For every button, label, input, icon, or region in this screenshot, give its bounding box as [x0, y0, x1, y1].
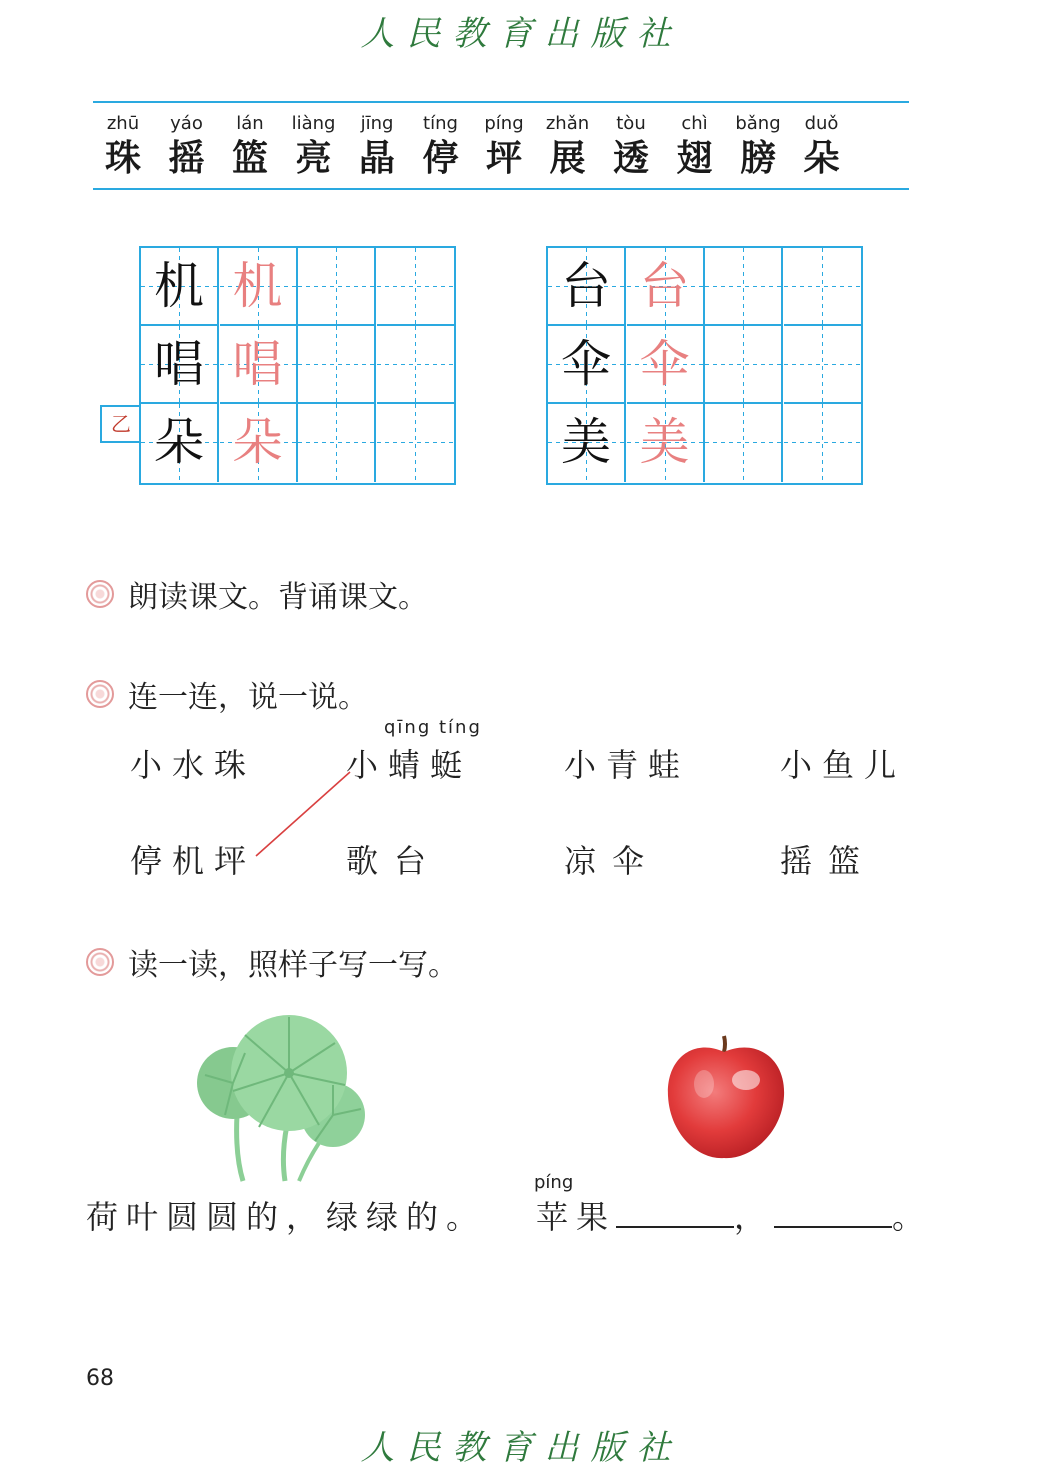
grid-char-trace: 唱	[220, 326, 298, 404]
grid-char-model: 朵	[141, 404, 219, 482]
grid-char-trace: 机	[220, 248, 298, 326]
match-word-top-3[interactable]: 小青蛙	[564, 746, 691, 784]
section-read-write	[86, 940, 458, 984]
match-word-bottom-2[interactable]: 歌台	[346, 842, 443, 880]
vocab-pinyin: yáo	[170, 113, 203, 134]
vocab-pinyin: tíng	[423, 113, 458, 134]
task-comma: ，	[734, 1198, 775, 1236]
vocab-pinyin: chì	[681, 113, 708, 134]
grid-char-trace: 朵	[220, 404, 298, 482]
section-title: 读一读，照样子写一写。	[128, 948, 458, 983]
word-pinyin-qingting: qīng tíng	[384, 717, 482, 738]
vocab-char: 摇	[168, 137, 205, 179]
publisher-watermark-bottom: 人民教育出版社	[360, 1428, 683, 1468]
match-word-top-4[interactable]: 小鱼儿	[780, 746, 907, 784]
vocab-char: 坪	[485, 137, 522, 179]
lotus-leaf-illustration	[195, 1005, 370, 1185]
vocab-char: 停	[422, 137, 459, 179]
vocab-char: 展	[549, 137, 586, 179]
match-word-bottom-4[interactable]: 摇篮	[780, 842, 877, 880]
vocab-pinyin: zhǎn	[545, 113, 590, 134]
grid-char-model: 机	[141, 248, 219, 326]
answer-blank-1[interactable]	[616, 1220, 734, 1228]
task-period: 。	[892, 1198, 933, 1236]
apple-illustration	[664, 1030, 788, 1162]
vocab-char: 透	[612, 137, 649, 179]
example-sentence: 荷叶圆圆的，绿绿的。	[86, 1198, 487, 1236]
grid-char-trace: 台	[627, 248, 705, 326]
vocab-pinyin: tòu	[616, 113, 646, 134]
task-word: 苹果	[536, 1198, 617, 1236]
vocab-char: 翅	[676, 137, 713, 179]
task-pinyin-ping: píng	[534, 1172, 574, 1193]
grid-char-model: 唱	[141, 326, 219, 404]
match-word-top-2[interactable]: 小蜻蜓	[346, 746, 473, 784]
match-word-bottom-1[interactable]: 停机坪	[130, 842, 257, 880]
section-title: 连一连，说一说。	[128, 680, 368, 715]
fill-in-sentence	[536, 1192, 932, 1238]
grid-char-model: 美	[548, 404, 626, 482]
vocab-pinyin: liàng	[291, 113, 336, 134]
vocab-pinyin: zhū	[106, 113, 140, 134]
vocab-char: 篮	[231, 137, 268, 179]
section-bullet-icon	[86, 948, 114, 976]
vocab-char: 珠	[104, 137, 141, 179]
vocab-pinyin: duǒ	[804, 113, 839, 134]
vocab-pinyin: jīng	[360, 113, 394, 134]
vocab-char: 晶	[358, 137, 395, 179]
match-word-bottom-3[interactable]: 凉伞	[564, 842, 661, 880]
vocab-pinyin: bǎng	[735, 113, 781, 134]
grid-char-model: 台	[548, 248, 626, 326]
answer-blank-2[interactable]	[774, 1220, 892, 1228]
vocab-pinyin: píng	[484, 113, 524, 134]
match-word-top-1[interactable]: 小水珠	[130, 746, 257, 784]
vocab-pinyin: lán	[236, 113, 264, 134]
grid-char-model: 伞	[548, 326, 626, 404]
vocab-char: 亮	[295, 137, 332, 179]
vocab-char: 膀	[739, 137, 776, 179]
page-number: 68	[86, 1366, 114, 1391]
stroke-hint-box: 乙	[100, 405, 140, 443]
grid-char-trace: 伞	[627, 326, 705, 404]
grid-char-trace: 美	[627, 404, 705, 482]
vocab-char: 朵	[803, 137, 840, 179]
section-title: 朗读课文。背诵课文。	[128, 580, 428, 615]
publisher-watermark-top: 人民教育出版社	[360, 14, 683, 54]
